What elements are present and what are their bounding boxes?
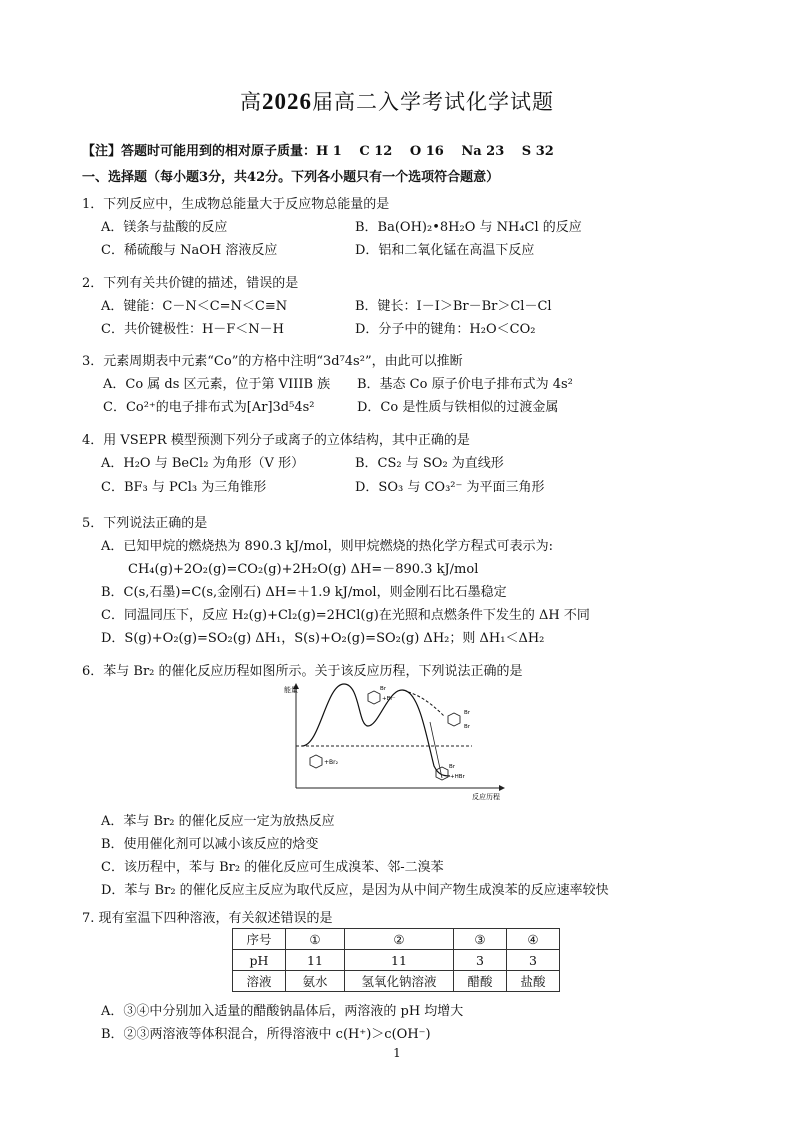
q7-option-a: A．③④中分别加入适量的醋酸钠晶体后，两溶液的 pH 均增大 [101, 1004, 464, 1019]
page-title: 高2026届高二入学考试化学试题 [240, 89, 554, 114]
table-cell: 3 [507, 950, 560, 971]
benzene-ring-side-product [448, 713, 460, 726]
question-4-stem: 4．用 VSEPR 模型预测下列分子或离子的立体结构，其中正确的是 [82, 433, 470, 448]
intermediate-top-label: Br [380, 686, 387, 692]
q4-option-a: A．H₂O 与 BeCl₂ 为角形（V 形） [101, 456, 305, 471]
product-top-label: Br [449, 764, 456, 770]
q4-option-b: B．CS₂ 与 SO₂ 为直线形 [355, 456, 504, 471]
energy-axis-label: 能量 [284, 686, 298, 694]
table-cell: 氨水 [286, 971, 345, 992]
q1-option-a: A．镁条与盐酸的反应 [101, 220, 228, 235]
table-row [233, 971, 560, 992]
q5-option-c: C．同温同压下，反应 H₂(g)+Cl₂(g)=2HCl(g)在光照和点燃条件下发生的 ΔH 不同 [101, 608, 590, 623]
q3-option-c: C．Co²⁺的电子排布式为[Ar]3d⁵4s² [103, 400, 315, 415]
q4-option-c: C．BF₃ 与 PCl₃ 为三角锥形 [101, 480, 267, 495]
q2-option-a: A．键能：C－N＜C=N＜C≡N [101, 299, 288, 314]
table-row [233, 929, 560, 950]
atomic-mass-note: 【注】答题时可能用到的相对原子质量：H 1 C 12 O 16 Na 23 S 32 [82, 144, 554, 159]
table-cell: 3 [454, 950, 507, 971]
question-7-stem: 7. 现有室温下四种溶液，有关叙述错误的是 [82, 911, 333, 926]
q5-option-a-equation: CH₄(g)+2O₂(g)=CO₂(g)+2H₂O(g) ΔH=－890.3 kJ/mol [128, 562, 479, 577]
table-cell: ② [345, 929, 454, 950]
table-row [233, 950, 560, 971]
product-bottom-label: +HBr [450, 774, 465, 780]
side-product-label-a: Br [464, 710, 471, 716]
table-cell: 序号 [233, 929, 286, 950]
table-cell: 11 [286, 950, 345, 971]
question-3-stem: 3．元素周期表中元素“Co”的方格中注明“3d⁷4s²”，由此可以推断 [82, 354, 463, 369]
question-2-stem: 2．下列有关共价键的描述，错误的是 [82, 276, 299, 291]
progress-axis-label: 反应历程 [472, 793, 500, 801]
table-cell: 氢氧化钠溶液 [345, 971, 454, 992]
q1-option-b: B．Ba(OH)₂•8H₂O 与 NH₄Cl 的反应 [355, 220, 582, 235]
q7-option-b: B．②③两溶液等体积混合，所得溶液中 c(H⁺)＞c(OH⁻) [101, 1027, 431, 1042]
q2-option-d: D．分子中的键角：H₂O＜CO₂ [355, 322, 536, 337]
reactant-label: +Br₂ [324, 759, 339, 766]
table-cell: 11 [345, 950, 454, 971]
table-cell: 溶液 [233, 971, 286, 992]
side-product-label-b: Br [464, 724, 471, 730]
question-6-stem: 6．苯与 Br₂ 的催化反应历程如图所示。关于该反应历程，下列说法正确的是 [82, 664, 523, 679]
q2-option-c: C．共价键极性：H－F＜N－H [101, 322, 285, 337]
q1-option-d: D．铝和二氧化锰在高温下反应 [355, 243, 535, 258]
table-cell: ③ [454, 929, 507, 950]
q3-option-d: D．Co 是性质与铁相似的过渡金属 [357, 400, 559, 415]
table-cell: 醋酸 [454, 971, 507, 992]
q1-option-c: C．稀硫酸与 NaOH 溶液反应 [101, 243, 278, 258]
section-heading: 一、选择题（每小题3分，共42分。下列各小题只有一个选项符合题意） [82, 170, 500, 185]
page-number: 1 [393, 1046, 401, 1060]
question-5-stem: 5．下列说法正确的是 [82, 516, 208, 531]
q3-option-b: B．基态 Co 原子价电子排布式为 4s² [357, 377, 573, 392]
q6-option-a: A．苯与 Br₂ 的催化反应一定为放热反应 [101, 814, 335, 829]
solutions-table [232, 928, 560, 992]
q4-option-d: D．SO₃ 与 CO₃²⁻ 为平面三角形 [355, 480, 545, 495]
table-cell: pH [233, 950, 286, 971]
benzene-ring-intermediate [368, 691, 380, 704]
q5-option-b: B．C(s,石墨)=C(s,金刚石) ΔH=＋1.9 kJ/mol，则金刚石比石墨稳定 [101, 585, 507, 600]
benzene-ring-product [436, 767, 448, 780]
intermediate-bottom-label: +Br⁻ [382, 696, 396, 702]
q5-option-d: D．S(g)+O₂(g)=SO₂(g) ΔH₁，S(s)+O₂(g)=SO₂(g) ΔH₂；则 ΔH₁＜ΔH₂ [101, 631, 545, 646]
question-1-stem: 1．下列反应中，生成物总能量大于反应物总能量的是 [82, 197, 390, 212]
table-cell: ① [286, 929, 345, 950]
side-pathway-curve [408, 692, 444, 716]
q6-option-c: C．该历程中，苯与 Br₂ 的催化反应可生成溴苯、邻-二溴苯 [101, 860, 444, 875]
q3-option-a: A．Co 属 ds 区元素，位于第 VIIIB 族 [103, 377, 331, 392]
reaction-energy-diagram [282, 678, 512, 804]
table-cell: ④ [507, 929, 560, 950]
q5-option-a: A．已知甲烷的燃烧热为 890.3 kJ/mol，则甲烷燃烧的热化学方程式可表示为: [101, 539, 554, 554]
q6-option-b: B．使用催化剂可以减小该反应的焓变 [101, 837, 319, 852]
benzene-ring-reactant [310, 755, 322, 768]
q2-option-b: B．键长：I－I＞Br－Br＞Cl－Cl [355, 299, 552, 314]
table-cell: 盐酸 [507, 971, 560, 992]
q6-option-d: D．苯与 Br₂ 的催化反应主反应为取代反应，是因为从中间产物生成溴苯的反应速率较快 [101, 883, 609, 898]
